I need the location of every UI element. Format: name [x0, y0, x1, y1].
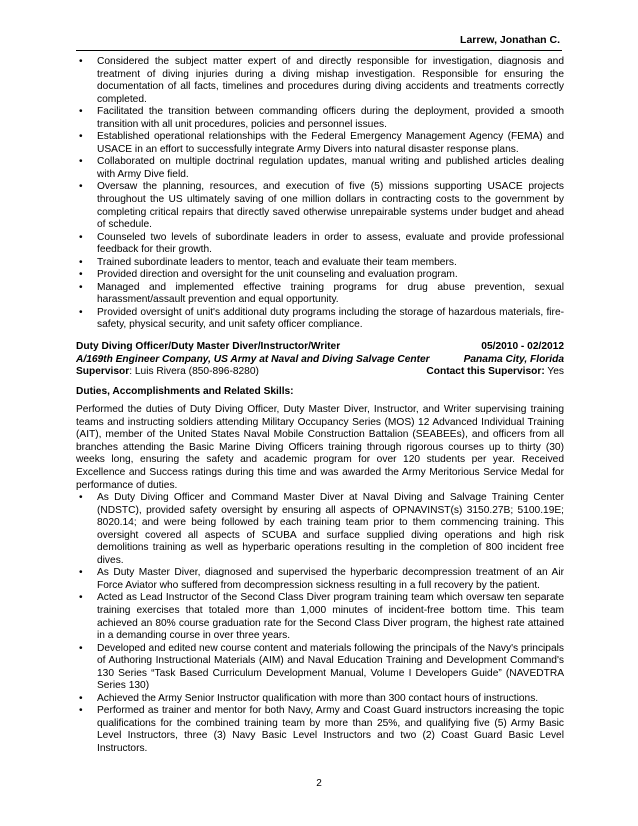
list-item: • Provided direction and oversight for the unit counseling and evaluation program. — [76, 269, 564, 282]
job-dates: 05/2010 - 02/2012 — [481, 341, 564, 353]
contact-value: Yes — [544, 366, 564, 378]
supervisor-value: : Luis Rivera (850-896-8280) — [129, 366, 259, 378]
job-title: Duty Diving Officer/Duty Master Diver/Instructor/Writer — [76, 341, 341, 353]
contact-label: Contact this Supervisor: — [426, 366, 545, 378]
duties-paragraph: Performed the duties of Duty Diving Officer, Duty Master Diver, Instructor, and Writer supervising training teams and instructing soldiers attending Military Occupancy Series (MOS) 12 Advanced Individual Training (AIT), member of the United States Naval Mobile Construction Battalion (SEABEEs), and officers from all branches attending the Basic Marine Diving Officers training through rigorous courses up to thirty (30) weeks long, ensuring the safety and academic program for over 120 students per year. Received Excellence and Success ratings during this time and was awarded the Army Meritorious Service Medal for performance of duties. — [76, 404, 564, 491]
list-item: • Acted as Lead Instructor of the Second Class Diver program training team which oversaw ten separate training exercises that totaled more than 1,000 minutes of incident-free bottom time. This team achieved an 80% course graduation rate for the Second Class Diver program, the highest rate attained in a demanding course in over three years. — [76, 592, 564, 642]
page-number: 2 — [316, 778, 322, 789]
header-name: Larrew, Jonathan C. — [460, 34, 560, 46]
list-item: • Considered the subject matter expert of and directly responsible for investigation, diagnosis and treatment of diving injuries during a diving mishap investigation. Responsible for ensuring the documentation of all facts, timelines and procedures during diving accidents and treatments correctly completed. — [76, 56, 564, 106]
list-item: • Oversaw the planning, resources, and execution of five (5) missions supporting USACE projects throughout the US ultimately saving of one million dollars in contracting costs to the government by completing critical repairs that directly saved otherwise unrepairable systems under budget and ahead of schedule. — [76, 181, 564, 231]
resume-content — [76, 56, 564, 756]
list-item: • Performed as trainer and mentor for both Navy, Army and Coast Guard instructors increasing the topic qualifications for the combined training team by more than 25%, and qualifying five (5) Army Basic Level Instructors, three (3) Navy Basic Level Instructors and two (2) Coast Guard Basic Level Instructors. — [76, 705, 564, 755]
duties-heading: Duties, Accomplishments and Related Skills: — [76, 385, 294, 397]
list-item: • As Duty Diving Officer and Command Master Diver at Naval Diving and Salvage Training Center (NDSTC), provided safety oversight by ensuring all aspects of OPNAVINST(s) 3150.27B; 5100.19E; 8020.14; and were being followed by each training team prior to them commencing training. This oversight covered all aspects of SCUBA and surface supplied diving operations and high risk demolitions training as well as hyperbaric operations resulting in the completion of 800 incident free dives. — [76, 492, 564, 567]
list-item: • Established operational relationships with the Federal Emergency Management Agency (FEMA) and USACE in an effort to successfully integrate Army Divers into natural disaster response plans. — [76, 131, 564, 156]
job-supervisor-row — [76, 366, 564, 379]
list-item: • Developed and edited new course content and materials following the principals of the Navy's principals of Authoring Instructional Materials (AIM) and Naval Education Training and Development Command's 130 Series “Task Based Curriculum Development Manual, Volume I Developers Guide” (NAVEDTRA Series 130) — [76, 643, 564, 693]
list-item: • Provided oversight of unit's additional duty programs including the storage of hazardous materials, fire-safety, physical security, and unit safety officer compliance. — [76, 307, 564, 332]
job-organization: A/169th Engineer Company, US Army at Naval and Diving Salvage Center — [76, 353, 430, 365]
job-location: Panama City, Florida — [463, 353, 564, 365]
list-item: • Trained subordinate leaders to mentor, teach and evaluate their team members. — [76, 257, 564, 270]
job-header — [76, 341, 564, 379]
job-title-row — [76, 341, 564, 354]
list-item: • Managed and implemented effective training programs for drug abuse prevention, sexual harassment/assault prevention and equal opportunity. — [76, 282, 564, 307]
header-rule — [76, 50, 562, 51]
supervisor-info — [76, 366, 259, 379]
job-organization-row — [76, 354, 564, 367]
list-item: • Facilitated the transition between commanding officers during the deployment, provided a smooth transition with all unit procedures, policies and personnel issues. — [76, 106, 564, 131]
supervisor-label: Supervisor — [76, 366, 130, 378]
previous-job-bullets — [76, 56, 564, 332]
list-item: • As Duty Master Diver, diagnosed and supervised the hyperbaric decompression treatment of an Air Force Aviator who suffered from decompression sickness resulting in a full recovery by the patient. — [76, 567, 564, 592]
list-item: • Collaborated on multiple doctrinal regulation updates, manual writing and published articles dealing with Army Dive field. — [76, 156, 564, 181]
list-item: • Counseled two levels of subordinate leaders in order to assess, evaluate and provide professional feedback for their growth. — [76, 232, 564, 257]
contact-info — [426, 366, 564, 379]
list-item: • Achieved the Army Senior Instructor qualification with more than 300 contact hours of instructions. — [76, 693, 564, 706]
duties-bullets — [76, 492, 564, 755]
